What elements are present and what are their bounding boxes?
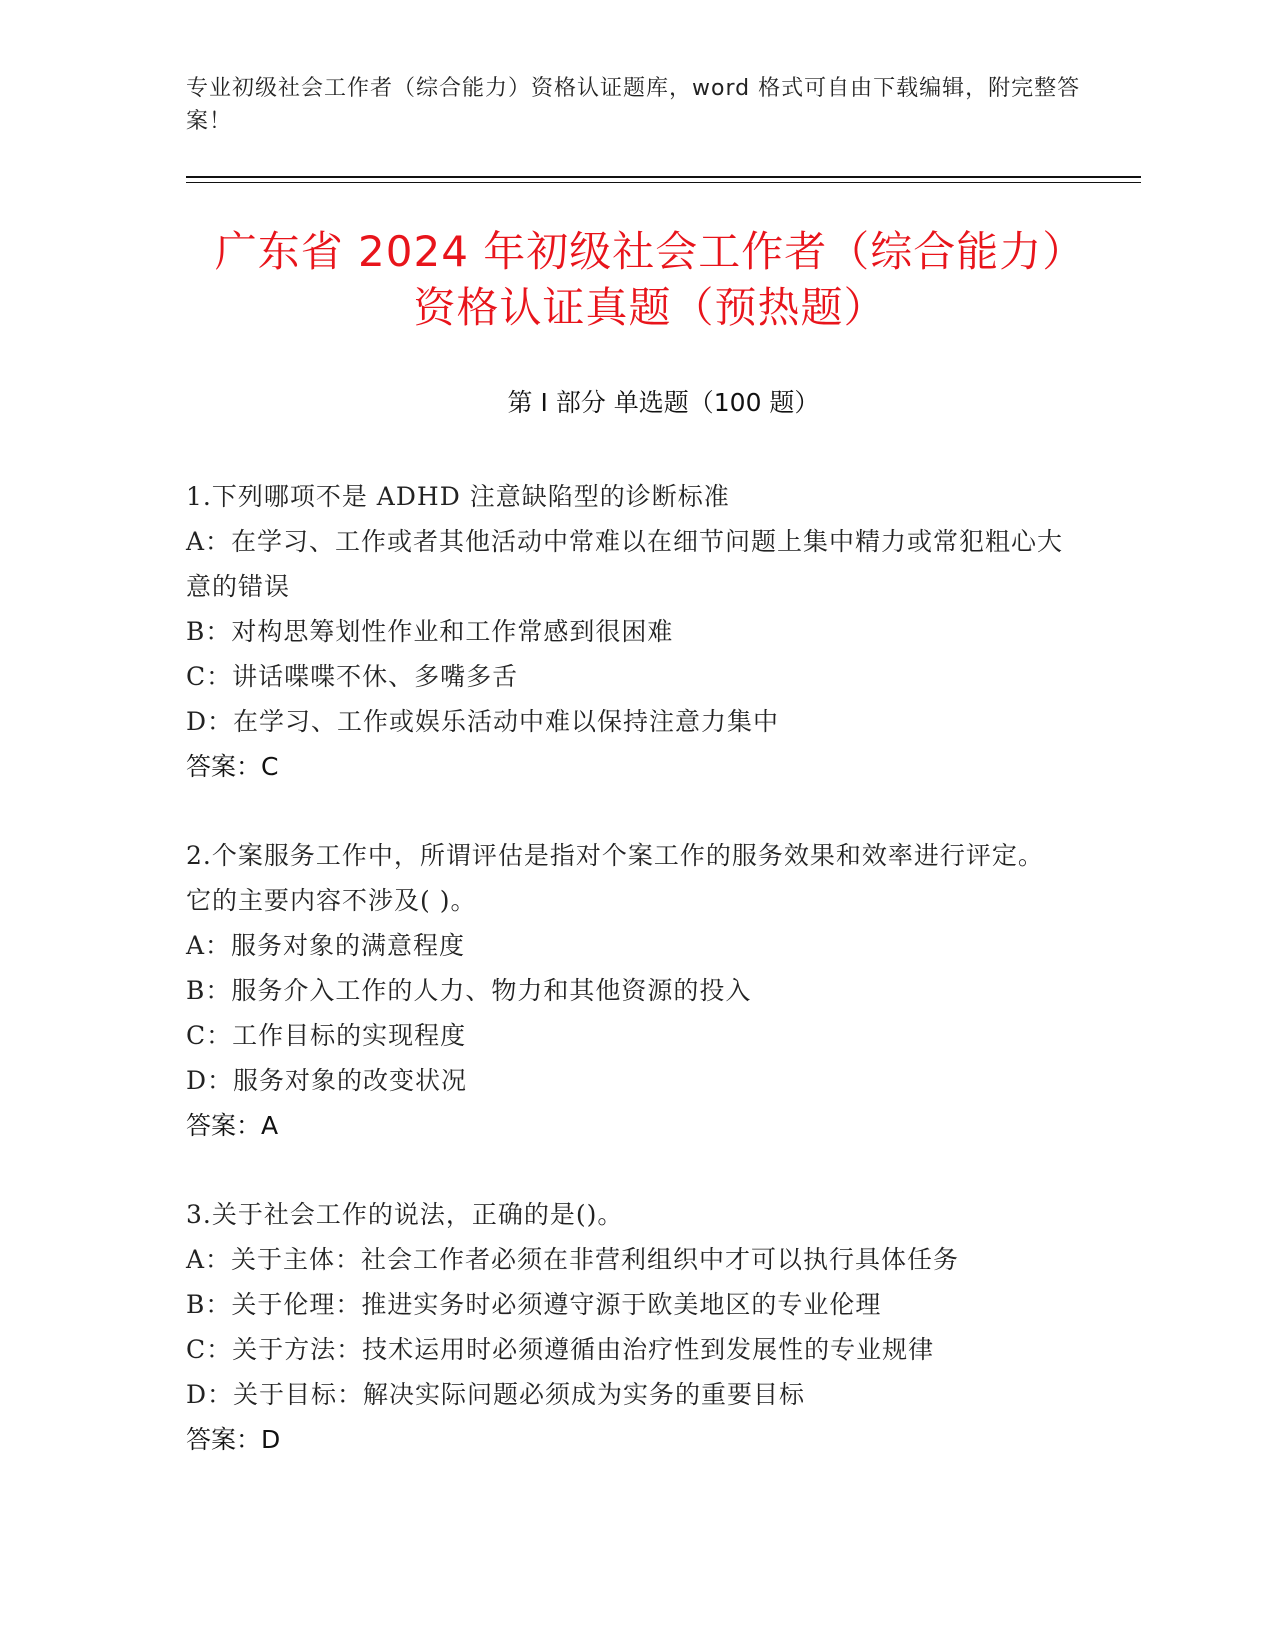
answer: 答案：D (186, 1425, 281, 1454)
option-a: A：服务对象的满意程度 (186, 931, 466, 960)
question-stem: 1.下列哪项不是 ADHD 注意缺陷型的诊断标准 (186, 482, 730, 511)
option-a: A：在学习、工作或者其他活动中常难以在细节问题上集中精力或常犯粗心大意的错误 (186, 527, 1064, 601)
section-title: 第 I 部分 单选题（100 题） (507, 388, 820, 417)
option-c: C：关于方法：技术运用时必须遵循由治疗性到发展性的专业规律 (186, 1335, 935, 1364)
header-rule-thin (186, 182, 1141, 183)
option-b: B：服务介入工作的人力、物力和其他资源的投入 (186, 976, 752, 1005)
document-title-line-1: 广东省 2024 年初级社会工作者（综合能力） (214, 227, 1086, 276)
option-c: C：工作目标的实现程度 (186, 1021, 467, 1050)
document-title-line-2: 资格认证真题（预热题） (413, 283, 887, 332)
question-list (186, 474, 1066, 1506)
option-b: B：对构思筹划性作业和工作常感到很困难 (186, 617, 674, 646)
header-note: 专业初级社会工作者（综合能力）资格认证题库，word 格式可自由下载编辑，附完整答案！ (186, 76, 1081, 134)
question-stem: 2.个案服务工作中，所谓评估是指对个案工作的服务效果和效率进行评定。它的主要内容不涉及( )。 (186, 841, 1044, 915)
option-c: C：讲话喋喋不休、多嘴多舌 (186, 662, 519, 691)
option-a: A：关于主体：社会工作者必须在非营利组织中才可以执行具体任务 (186, 1245, 960, 1274)
header-rule-thick (186, 176, 1141, 178)
question-stem: 3.关于社会工作的说法，正确的是()。 (186, 1200, 624, 1229)
question-3 (186, 1192, 1066, 1462)
option-d: D：在学习、工作或娱乐活动中难以保持注意力集中 (186, 707, 780, 736)
question-1 (186, 474, 1066, 789)
question-2 (186, 833, 1066, 1148)
document-title (150, 224, 1150, 336)
option-d: D：服务对象的改变状况 (186, 1066, 468, 1095)
option-d: D：关于目标：解决实际问题必须成为实务的重要目标 (186, 1380, 806, 1409)
option-b: B：关于伦理：推进实务时必须遵守源于欧美地区的专业伦理 (186, 1290, 882, 1319)
answer: 答案：A (186, 1111, 279, 1140)
answer: 答案：C (186, 752, 279, 781)
